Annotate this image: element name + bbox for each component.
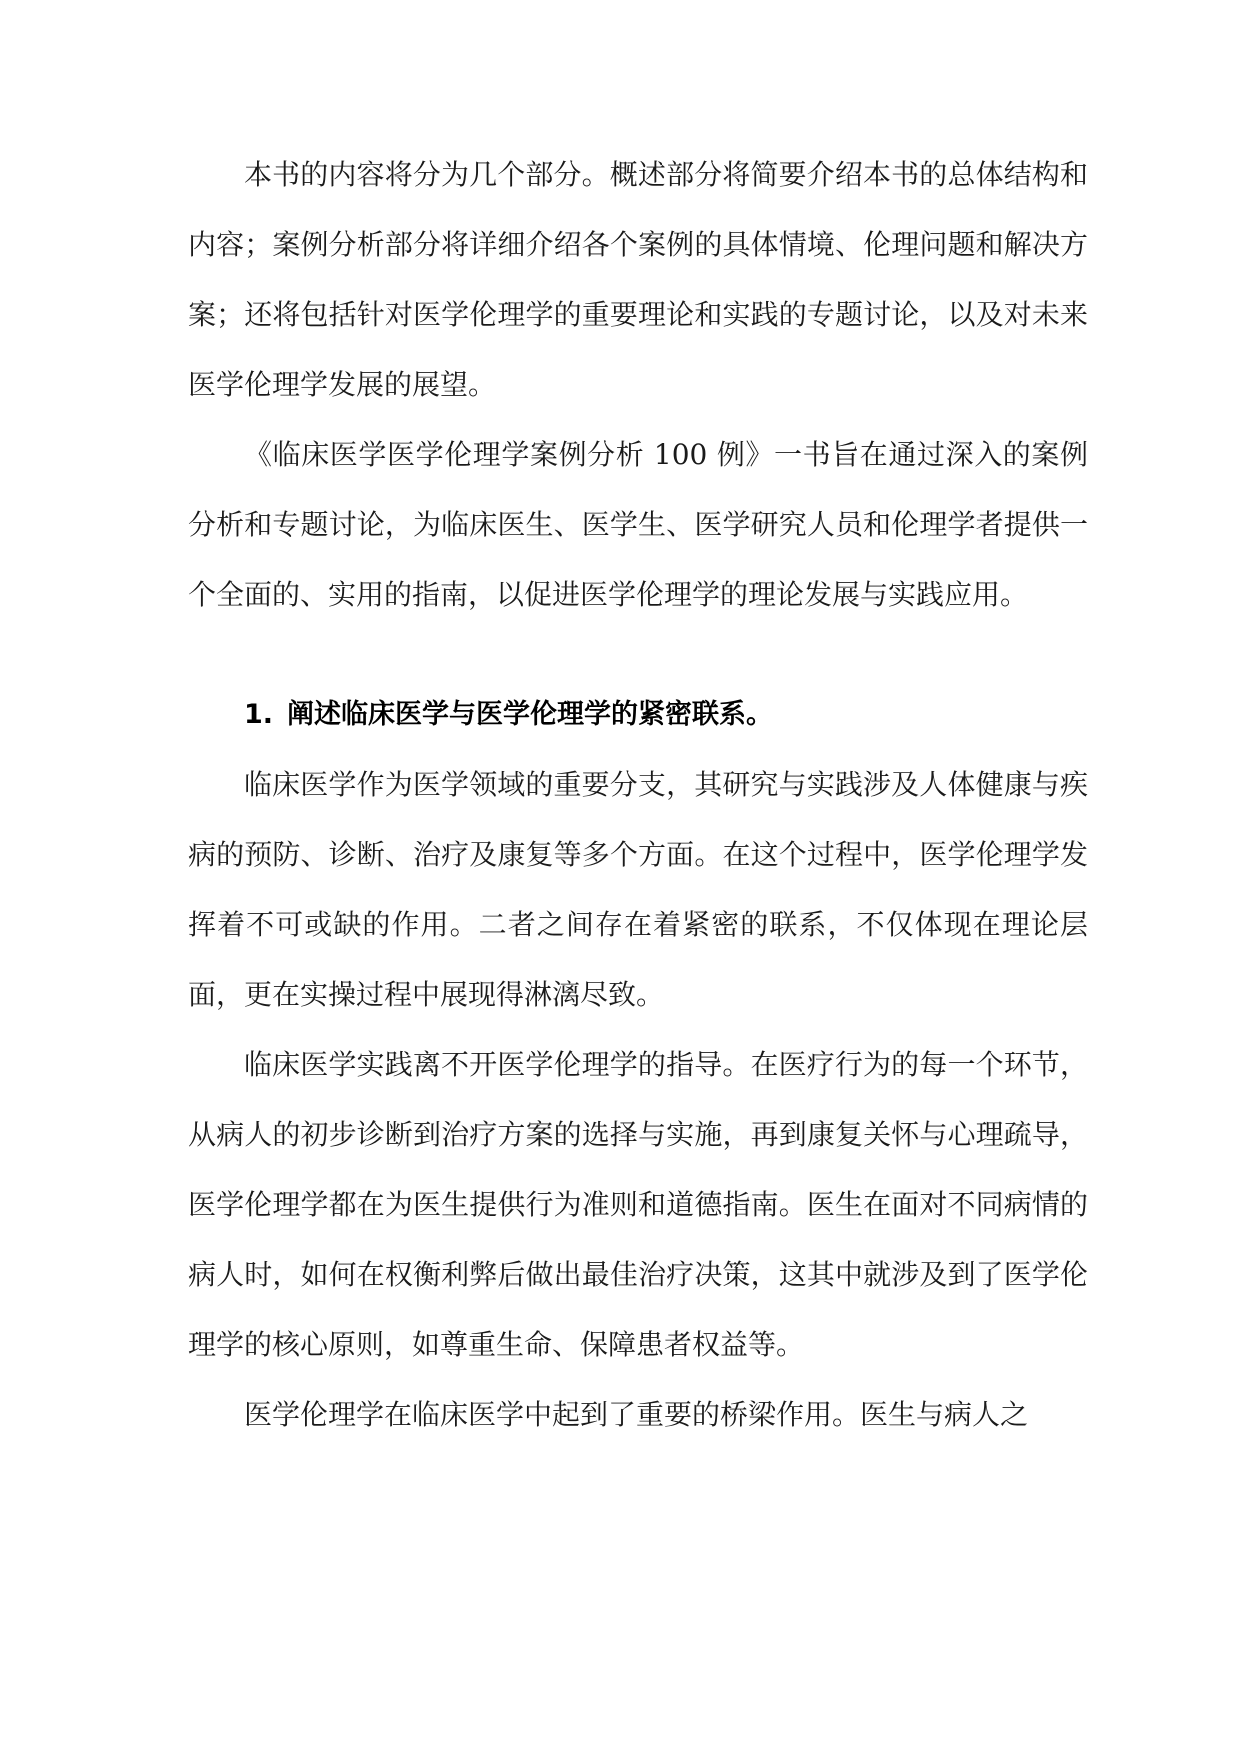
intro-paragraph-1: 本书的内容将分为几个部分。概述部分将简要介绍本书的总体结构和内容；案例分析部分将详细介绍各个案例的具体情境、伦理问题和解决方案；还将包括针对医学伦理学的重要理论和实践的专题讨论，以及对未来医学伦理学发展的展望。 xyxy=(188,158,1088,401)
section-title: 阐述临床医学与医学伦理学的紧密联系。 xyxy=(287,699,774,730)
body-paragraph-3: 医学伦理学在临床医学中起到了重要的桥梁作用。医生与病人之 xyxy=(244,1398,1029,1431)
section-number: 1. xyxy=(244,699,274,730)
section-heading xyxy=(188,680,1088,750)
body-paragraph-1: 临床医学作为医学领域的重要分支，其研究与实践涉及人体健康与疾病的预防、诊断、治疗及康复等多个方面。在这个过程中，医学伦理学发挥着不可或缺的作用。二者之间存在着紧密的联系，不仅体现在理论层面，更在实操过程中展现得淋漓尽致。 xyxy=(188,768,1088,1011)
document-body xyxy=(188,140,1088,1450)
intro-paragraph-2: 《临床医学医学伦理学案例分析 100 例》一书旨在通过深入的案例分析和专题讨论，为临床医生、医学生、医学研究人员和伦理学者提供一个全面的、实用的指南，以促进医学伦理学的理论发展与实践应用。 xyxy=(188,438,1088,611)
body-paragraph-2: 临床医学实践离不开医学伦理学的指导。在医疗行为的每一个环节，从病人的初步诊断到治疗方案的选择与实施，再到康复关怀与心理疏导，医学伦理学都在为医生提供行为准则和道德指南。医生在面对不同病情的病人时，如何在权衡利弊后做出最佳治疗决策，这其中就涉及到了医学伦理学的核心原则，如尊重生命、保障患者权益等。 xyxy=(188,1048,1088,1361)
